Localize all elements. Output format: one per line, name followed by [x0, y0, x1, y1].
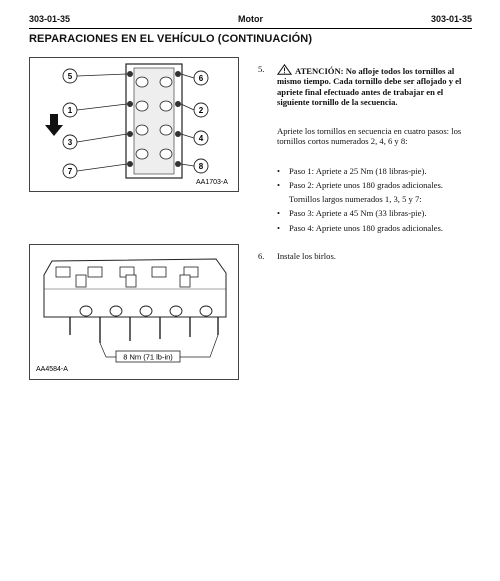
page-header — [29, 14, 472, 28]
warning-triangle-icon — [277, 64, 292, 75]
header-rule — [29, 28, 472, 29]
callout-3: 3 — [67, 138, 73, 147]
callout-6: 6 — [198, 74, 204, 83]
figure-studs — [29, 244, 239, 380]
torque-spec: 8 Nm (71 lb-in) — [123, 352, 173, 362]
figure2-label: AA4584-A — [36, 366, 68, 373]
step-5-bullet-3: Paso 3: Apriete a 45 Nm (33 libras-pie). — [289, 208, 427, 218]
bullet-dot: • — [277, 223, 281, 233]
arrow-down-icon — [45, 114, 63, 136]
attention-text: No afloje todos los tornillos al mismo tiempo. Cada tornillo debe ser aflojado y el apriete final efectuado antes de trabajar en el siguiente tornillo de la secuencia. — [277, 66, 462, 108]
bullet-dot: • — [277, 166, 281, 176]
bullet-dot: • — [277, 180, 281, 190]
callout-4: 4 — [198, 134, 204, 143]
step-5-intro: Apriete los tornillos en secuencia en cuatro pasos: los tornillos cortos numerados 2, 4, 6 y 8: — [277, 126, 462, 147]
bolt-sequence-drawing — [30, 58, 238, 191]
step-6-number: 6. — [258, 251, 265, 261]
bullet-dot: • — [277, 208, 281, 218]
step-5-bullet-4: Paso 4: Apriete unos 180 grados adicionales. — [289, 223, 443, 233]
callout-2: 2 — [198, 106, 204, 115]
callout-7: 7 — [67, 167, 73, 176]
step-6-text: Instale los birlos. — [277, 251, 336, 261]
step-5-attention — [277, 64, 472, 108]
step-5-bullet-1: Paso 1: Apriete a 25 Nm (18 libras-pie). — [289, 166, 427, 176]
header-title: Motor — [238, 14, 263, 24]
header-section-code-right: 303-01-35 — [430, 14, 472, 24]
header-section-code-left: 303-01-35 — [29, 14, 71, 24]
step-5-bullet-2: Paso 2: Apriete unos 180 grados adicionales. — [289, 180, 443, 190]
callout-1: 1 — [67, 106, 73, 115]
section-title: REPARACIONES EN EL VEHÍCULO (CONTINUACIÓN) — [29, 33, 313, 45]
step-5-number: 5. — [258, 64, 265, 74]
studs-drawing — [30, 245, 238, 379]
figure1-label: AA1703-A — [196, 179, 228, 186]
figure-bolt-sequence — [29, 57, 239, 192]
callout-8: 8 — [198, 162, 204, 171]
attention-label: ATENCIÓN: — [295, 66, 344, 76]
long-bolts-note: Tornillos largos numerados 1, 3, 5 y 7: — [289, 194, 422, 204]
callout-5: 5 — [67, 72, 73, 81]
